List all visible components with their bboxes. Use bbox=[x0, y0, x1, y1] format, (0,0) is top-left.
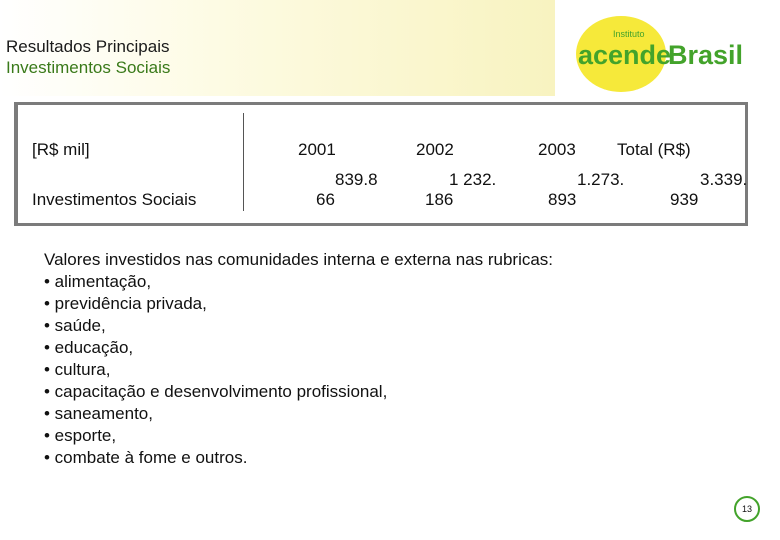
list-item: • saneamento, bbox=[44, 404, 153, 423]
list-item: • esporte, bbox=[44, 426, 117, 445]
acende-brasil-logo bbox=[574, 8, 744, 98]
value-2003-part1: 1.273. bbox=[577, 170, 625, 189]
page-number-badge bbox=[734, 496, 760, 522]
logo-word-brasil: Brasil bbox=[668, 40, 744, 70]
page-number: 13 bbox=[741, 504, 752, 514]
value-2001-part1: 839.8 bbox=[335, 170, 378, 189]
title-line-1: Resultados Principais bbox=[6, 37, 170, 56]
rubricas-list bbox=[44, 249, 553, 469]
title-line-2: Investimentos Sociais bbox=[6, 58, 171, 77]
list-item: • previdência privada, bbox=[44, 294, 207, 313]
list-item: • educação, bbox=[44, 338, 134, 357]
row-label: Investimentos Sociais bbox=[32, 190, 197, 209]
table-unit-label: [R$ mil] bbox=[32, 140, 90, 159]
list-item: • saúde, bbox=[44, 316, 106, 335]
header-total: Total (R$) bbox=[617, 140, 691, 159]
value-total-part2: 939 bbox=[670, 190, 699, 209]
value-2001-part2: 66 bbox=[316, 190, 335, 209]
slide-title bbox=[6, 36, 170, 78]
logo-word-acende: acende bbox=[578, 40, 672, 70]
value-total-part1: 3.339. bbox=[700, 170, 748, 189]
value-2003-part2: 893 bbox=[548, 190, 577, 209]
rubricas-intro: Valores investidos nas comunidades interna e externa nas rubricas: bbox=[44, 250, 554, 269]
value-2002-part1: 1 232. bbox=[449, 170, 497, 189]
logo-small-text: Instituto bbox=[613, 29, 645, 39]
header-2001: 2001 bbox=[298, 140, 336, 159]
value-2002-part2: 186 bbox=[425, 190, 454, 209]
list-item: • alimentação, bbox=[44, 272, 152, 291]
table-column-divider bbox=[243, 113, 244, 211]
list-item: • cultura, bbox=[44, 360, 111, 379]
header-2003: 2003 bbox=[538, 140, 576, 159]
header-2002: 2002 bbox=[416, 140, 454, 159]
list-item: • capacitação e desenvolvimento profissional, bbox=[44, 382, 388, 401]
list-item: • combate à fome e outros. bbox=[44, 448, 248, 467]
